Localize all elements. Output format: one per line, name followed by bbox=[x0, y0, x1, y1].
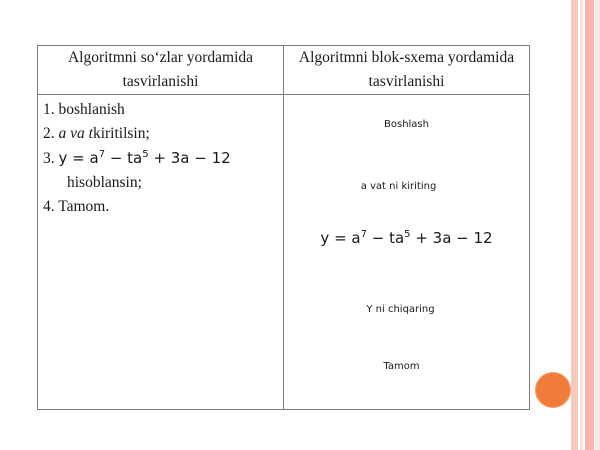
flow-end-label: Tamom bbox=[383, 361, 420, 372]
decor-stripe bbox=[580, 0, 583, 450]
header-flowchart-line2: tasvirlanishi bbox=[368, 73, 445, 90]
formula-mid: − ta bbox=[366, 229, 405, 247]
step-2-var-t: t bbox=[88, 125, 93, 142]
header-verbal bbox=[38, 46, 284, 95]
step-2-text: kiritilsin; bbox=[92, 125, 150, 142]
decor-orange-circle bbox=[535, 372, 571, 408]
step-4: 4. Tamom. bbox=[43, 198, 110, 215]
step-3 bbox=[43, 146, 283, 171]
step-3-number: 3. bbox=[43, 150, 55, 167]
formula-mid: − ta bbox=[105, 149, 143, 167]
step-2-var-a: a bbox=[58, 125, 67, 142]
decor-stripe bbox=[585, 0, 594, 450]
step-2-number: 2. bbox=[43, 125, 55, 142]
formula-rhs: + 3a − 12 bbox=[410, 229, 493, 247]
formula-rhs: + 3a − 12 bbox=[148, 149, 231, 167]
step-2 bbox=[43, 122, 283, 146]
header-flowchart bbox=[284, 46, 530, 95]
formula-exp2: 5 bbox=[404, 229, 411, 240]
decor-stripe bbox=[595, 0, 600, 450]
flow-formula bbox=[284, 229, 529, 247]
verbal-steps-cell bbox=[38, 95, 284, 410]
verbal-steps bbox=[38, 95, 283, 219]
flowchart-cell bbox=[284, 95, 530, 410]
header-verbal-line2: tasvirlanishi bbox=[122, 73, 199, 90]
decor-stripe bbox=[571, 0, 578, 450]
step-3-continuation: hisoblansin; bbox=[67, 174, 142, 191]
header-row bbox=[38, 46, 530, 95]
algorithm-table bbox=[37, 45, 530, 410]
flow-input-label: a vat ni kiriting bbox=[360, 181, 437, 192]
flow-output-label: Y ni chiqaring bbox=[366, 304, 435, 315]
step-1: 1. boshlanish bbox=[43, 101, 125, 118]
header-flowchart-line1: Algoritmni blok-sxema yordamida bbox=[298, 49, 515, 66]
header-verbal-line1: Algoritmni so‘zlar yordamida bbox=[67, 49, 254, 66]
formula-exp2: 5 bbox=[142, 149, 149, 160]
step-3-formula bbox=[59, 149, 231, 167]
step-2-va: va bbox=[70, 125, 85, 142]
flow-start-label: Boshlash bbox=[384, 119, 429, 130]
formula-exp1: 7 bbox=[360, 229, 367, 240]
formula-lhs: y = a bbox=[58, 149, 99, 167]
formula-exp1: 7 bbox=[98, 149, 106, 160]
content-row bbox=[38, 95, 530, 410]
flowchart bbox=[284, 95, 529, 409]
formula-lhs: y = a bbox=[320, 229, 361, 247]
